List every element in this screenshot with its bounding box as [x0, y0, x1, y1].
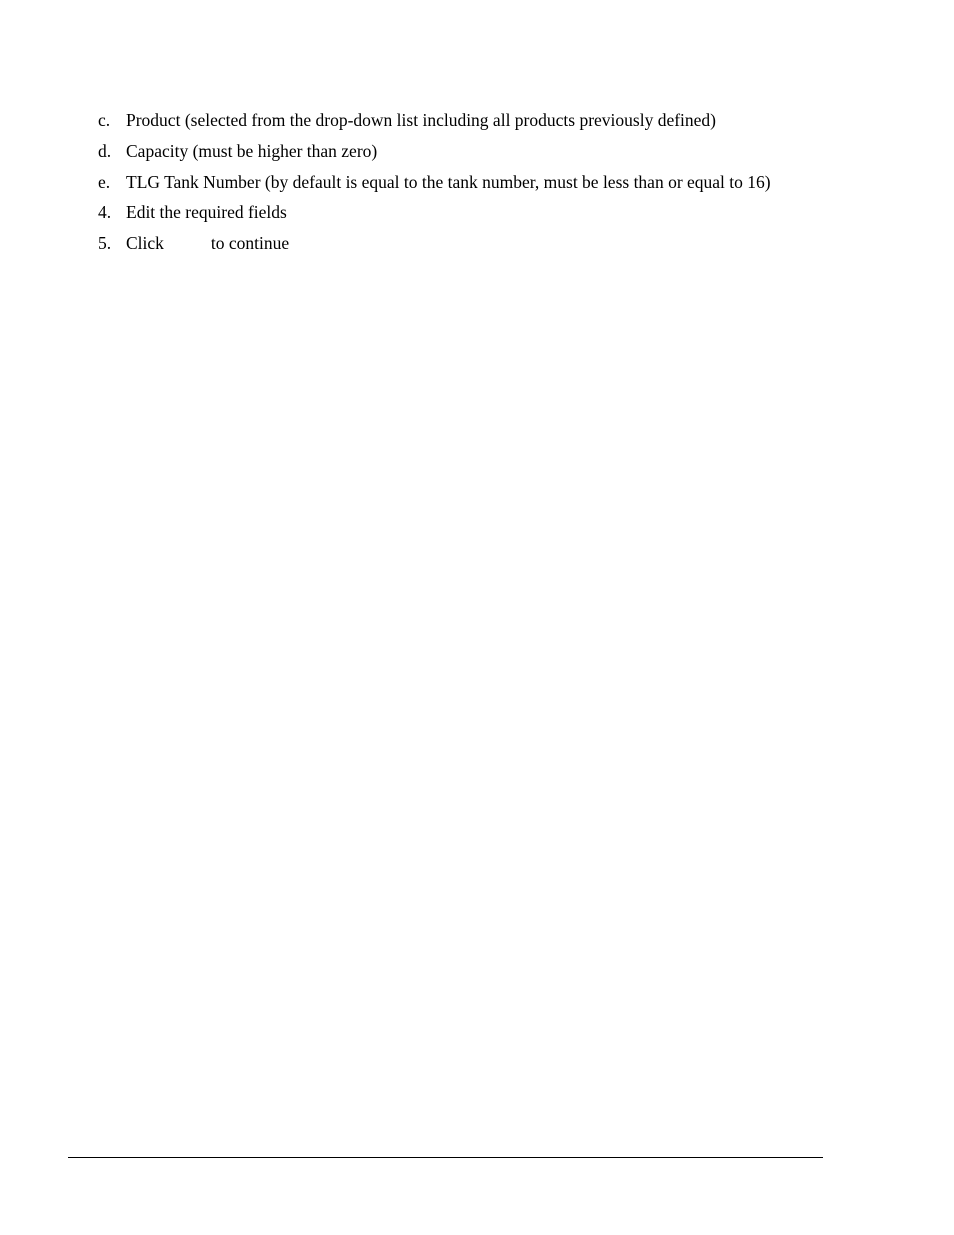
list-item-text [126, 232, 289, 254]
list-item [98, 232, 858, 263]
list-item-text: TLG Tank Number (by default is equal to the tank number, must be less than or equal to 16) [126, 172, 771, 192]
list-marker: c. [98, 110, 111, 130]
list-marker: e. [98, 172, 111, 192]
list-item [98, 109, 858, 140]
instruction-list [98, 109, 858, 263]
footer-divider [68, 1157, 823, 1158]
list-item [98, 140, 858, 171]
list-item [98, 201, 858, 232]
list-item-text: Capacity (must be higher than zero) [126, 141, 378, 161]
list-item-text: Product (selected from the drop-down list including all products previously defined) [126, 110, 717, 130]
list-item [98, 171, 858, 201]
list-item-text: Edit the required fields [126, 202, 287, 222]
continue-phrase: to continue [210, 233, 290, 253]
list-marker: 4. [98, 202, 112, 222]
click-word: Click [126, 233, 164, 253]
list-marker: 5. [98, 233, 112, 253]
list-marker: d. [98, 141, 112, 161]
